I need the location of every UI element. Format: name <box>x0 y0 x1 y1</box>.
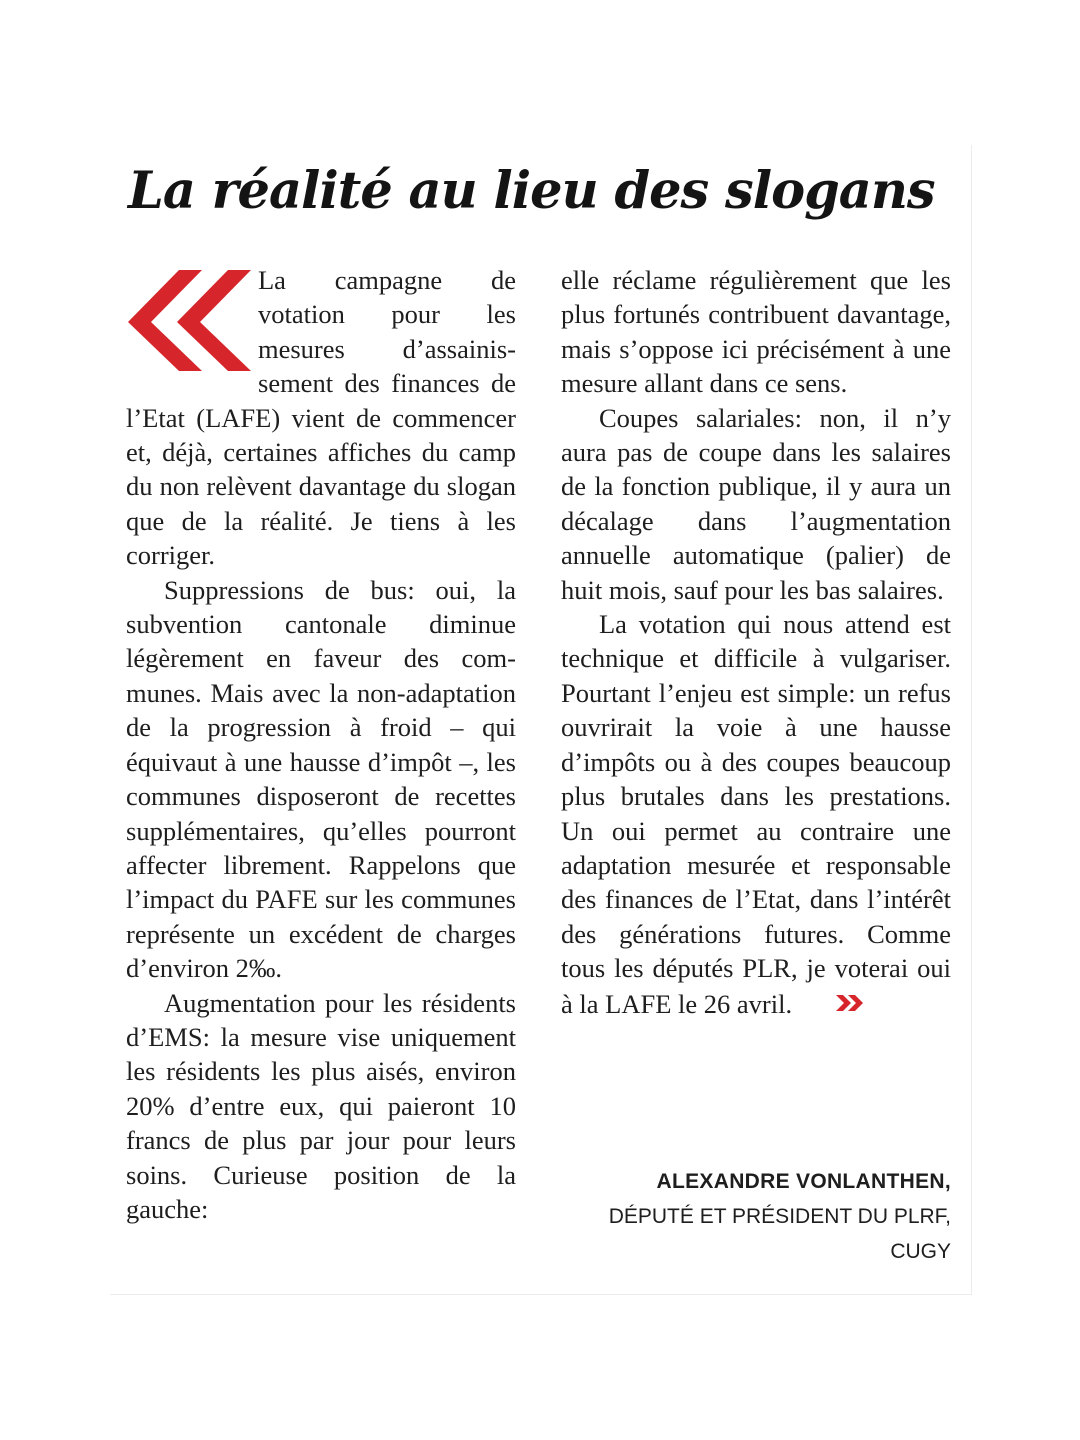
article-paragraph: Coupes salariales: non, il n’y aura pas de coupe dans les salaires de la fonction publique, il y aura un décalage dans l’augmentation annuelle automatique (palier) de huit mois, sauf pour les bas salaires. <box>561 402 951 605</box>
article-column-right <box>561 263 951 1021</box>
right-guillemet-icon <box>796 986 828 1004</box>
article-title: La réalité au lieu des slogans <box>128 161 935 221</box>
author-name: ALEXANDRE VONLANTHEN, <box>656 1170 951 1193</box>
article-paragraph: Augmentation pour les résidents d’EMS: la mesure vise uniquement les résidents les plus aisés, environ 20% d’entre eux, qui paieront 10 francs de plus par jour pour leurs soins. Curieuse position de la gauche: <box>126 987 516 1224</box>
article-paragraph: elle réclame régulièrement que les plus fortunés contribuent davantage, mais s’oppose ici précisément à une mesure allant dans ce sens. <box>561 265 951 399</box>
article-paragraph: Suppressions de bus: oui, la subvention cantonale diminue légèrement en faveur des communes. Mais avec la non-adaptation de la progression à froid – qui équivaut à une hausse d’impôt –, les communes disposeront de recettes supplémentaires, qu’elles pourront affecter librement. Rappelons que l’impact du PAFE sur les communes représente un excédent de charges d’environ 2‰. <box>126 574 516 984</box>
article-paragraph <box>561 607 951 1021</box>
author-location: CUGY <box>890 1240 951 1263</box>
article-paragraph <box>126 263 516 573</box>
paragraph-text: La campagne de votation pour les mesures d’assainissement des finances de l’Etat (LAFE) vient de commencer et, déjà, certaines affiches du camp du non relèvent davantage du slogan que de la réalité. Je tiens à les corriger. <box>126 265 516 571</box>
author-signature <box>561 1164 951 1269</box>
article-column-left <box>126 263 516 1226</box>
paragraph-text: La votation qui nous attend est technique et difficile à vulgariser. Pourtant l’enjeu est simple: un refus ouvrirait la voie à une hausse d’impôts ou à des coupes beaucoup plus brutales dans les prestations. Un oui permet au contraire une adaptation mesurée et responsable des finances de l’Etat, dans l’intérêt des générations futures. Comme tous les députés PLR, je voterai oui à la LAFE le 26 avril. <box>561 609 951 1019</box>
author-role: DÉPUTÉ ET PRÉSIDENT DU PLRF, <box>608 1205 951 1228</box>
left-guillemet-icon <box>124 268 256 371</box>
